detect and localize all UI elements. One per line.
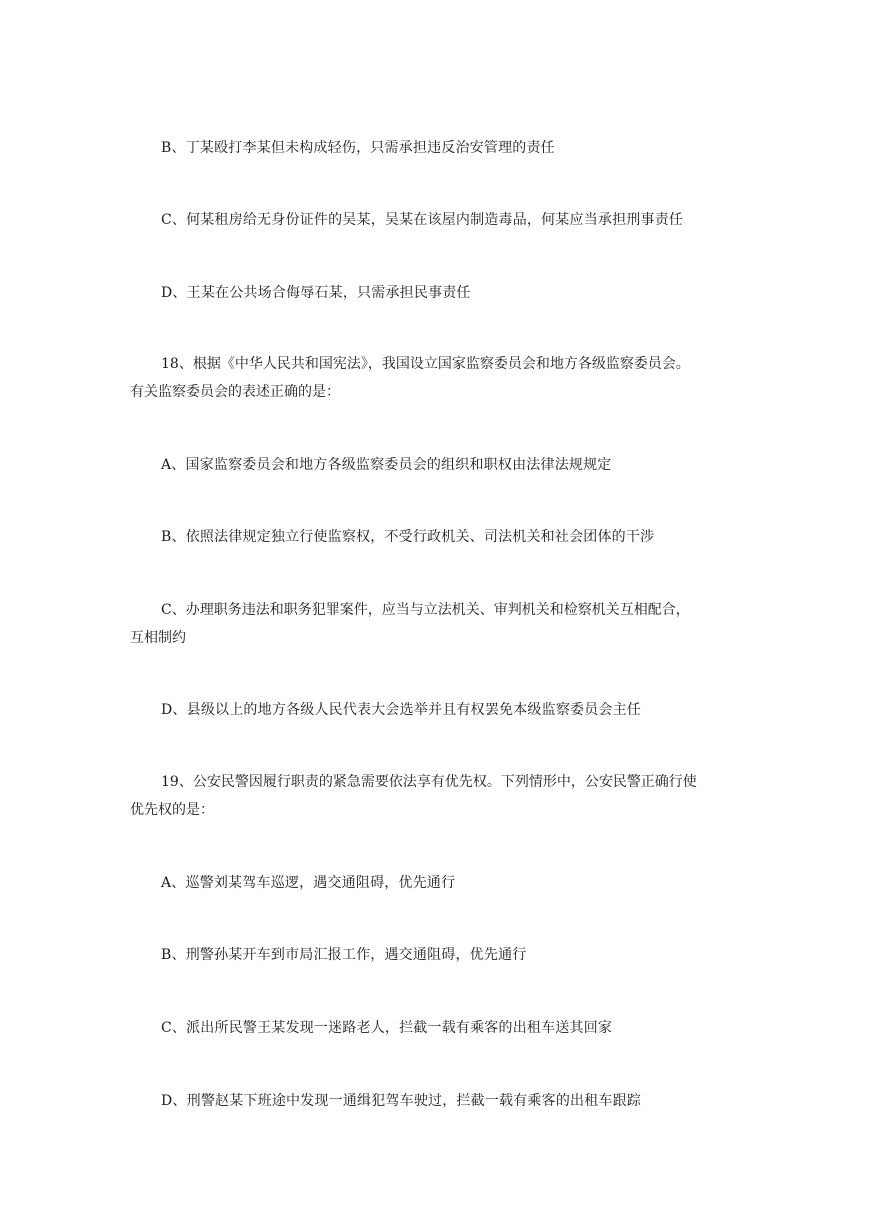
q17-option-c [0,205,869,235]
q19-option-b-text: B、刑警孙某开车到市局汇报工作，遇交通阻碍，优先通行 [161,947,527,963]
q19-stem-line2: 优先权的是： [130,802,214,818]
q17-option-d [0,278,869,308]
q18-option-a-text: A、国家监察委员会和地方各级监察委员会的组织和职权由法律法规规定 [161,457,612,473]
q18-option-c-line2: 互相制约 [130,630,186,646]
q17-option-d-text: D、王某在公共场合侮辱石某，只需承担民事责任 [161,285,471,301]
q19-option-a-text: A、巡警刘某驾车巡逻，遇交通阻碍，优先通行 [161,875,456,891]
q19-option-c-text: C、派出所民警王某发现一迷路老人，拦截一载有乘客的出租车送其回家 [161,1020,613,1036]
q18-option-b-text: B、依照法律规定独立行使监察权，不受行政机关、司法机关和社会团体的干涉 [161,529,655,545]
q19-stem [0,768,869,824]
q19-stem-line1: 19、公安民警因履行职责的紧急需要依法享有优先权。下列情形中，公安民警正确行使 [161,774,697,790]
q18-stem-line1: 18、根据《中华人民共和国宪法》，我国设立国家监察委员会和地方各级监察委员会。 [161,356,690,372]
q18-stem-line2: 有关监察委员会的表述正确的是： [130,384,340,400]
q19-option-d [0,1086,869,1116]
q19-option-d-text: D、刑警赵某下班途中发现一通缉犯驾车驶过，拦截一载有乘客的出租车跟踪 [161,1093,642,1109]
q17-option-b-text: B、丁某殴打李某但未构成轻伤，只需承担违反治安管理的责任 [161,140,555,156]
q17-option-b [0,133,869,163]
q18-option-a [0,450,869,480]
q17-option-c-text: C、何某租房给无身份证件的吴某，吴某在该屋内制造毒品，何某应当承担刑事责任 [161,212,684,228]
q18-stem [0,350,869,406]
q19-option-a [0,868,869,898]
q18-option-c [0,596,869,652]
q18-option-d-text: D、县级以上的地方各级人民代表大会选举并且有权罢免本级监察委员会主任 [161,702,642,718]
q18-option-d [0,695,869,725]
q18-option-c-line1: C、办理职务违法和职务犯罪案件，应当与立法机关、审判机关和检察机关互相配合， [161,602,690,618]
q19-option-b [0,940,869,970]
q18-option-b [0,522,869,552]
q19-option-c [0,1013,869,1043]
